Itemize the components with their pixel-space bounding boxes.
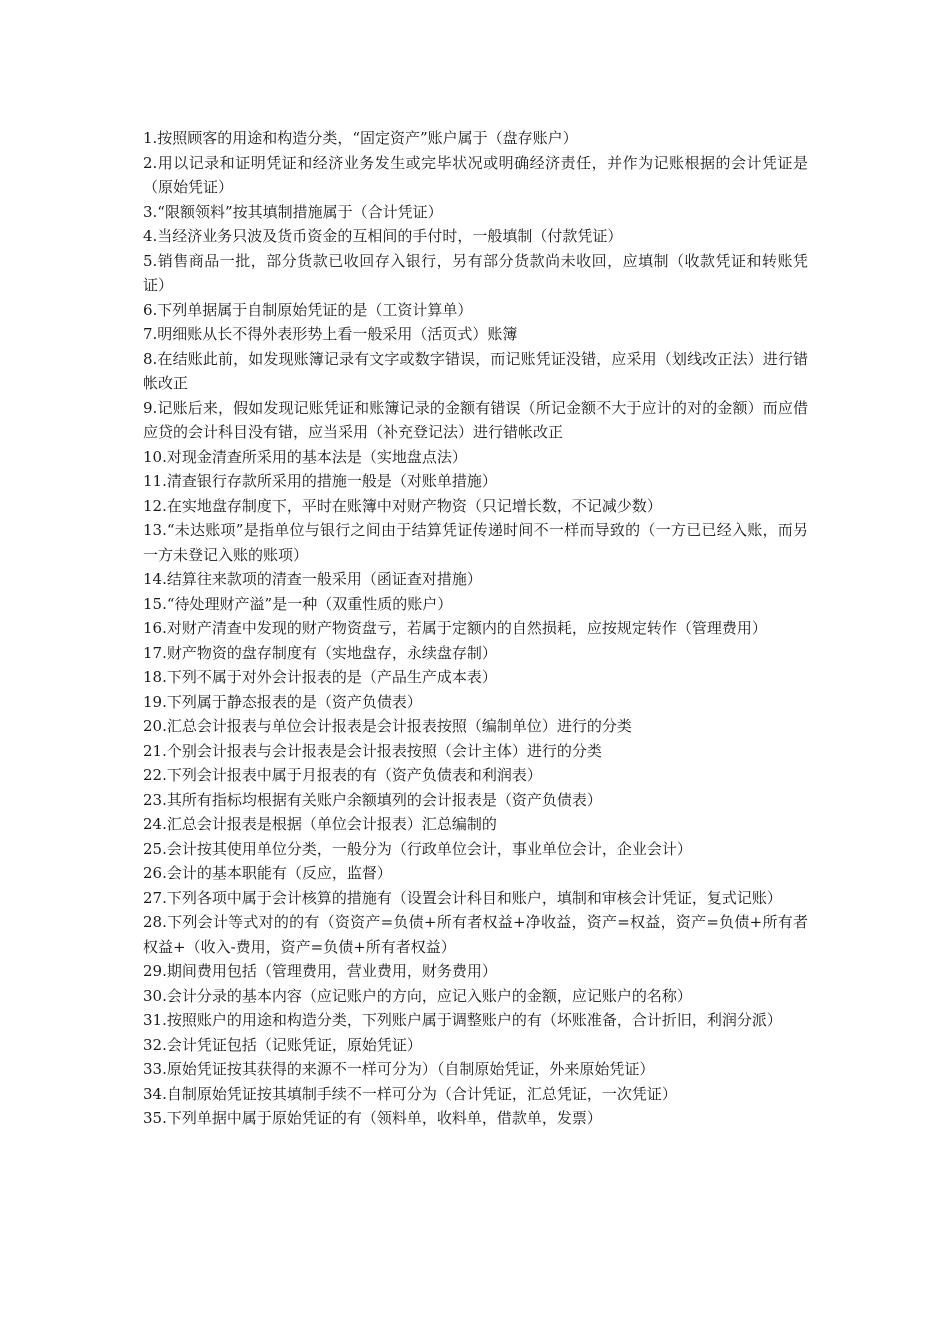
question-item: 9.记账后来，假如发现记账凭证和账簿记录的金额有错误（所记金额不大于应计的对的金额）而应借应贷的会计科目没有错，应当采用（补充登记法）进行错帐改正 (143, 398, 808, 441)
question-item: 23.其所有指标均根据有关账户余额填列的会计报表是（资产负债表） (143, 790, 602, 809)
question-item: 2.用以记录和证明凭证和经济业务发生或完毕状况或明确经济责任，并作为记账根据的会计凭证是（原始凭证） (143, 153, 808, 196)
question-item: 3.“限额领料”按其填制措施属于（合计凭证） (143, 202, 443, 221)
question-item: 11.清查银行存款所采用的措施一般是（对账单措施） (143, 472, 497, 490)
question-item: 20.汇总会计报表与单位会计报表是会计报表按照（编制单位）进行的分类 (143, 717, 632, 735)
question-item: 16.对财产清查中发现的财产物资盘亏，若属于定额内的自然损耗，应按规定转作（管理费用） (143, 619, 767, 637)
question-item: 33.原始凭证按其获得的来源不一样可分为）（自制原始凭证，外来原始凭证） (143, 1060, 655, 1078)
question-item: 6.下列单据属于自制原始凭证的是（工资计算单） (143, 300, 473, 319)
question-item: 24.汇总会计报表是根据（单位会计报表）汇总编制的 (143, 815, 497, 833)
question-item: 19.下列属于静态报表的是（资产负债表） (143, 692, 422, 711)
question-item: 7.明细账从长不得外表形势上看一般采用（活页式）账簿 (143, 325, 518, 343)
question-item: 27.下列各项中属于会计核算的措施有（设置会计科目和账户，填制和审核会计凭证，复式记账） (143, 888, 782, 907)
question-item: 34.自制原始凭证按其填制手续不一样可分为（合计凭证，汇总凭证，一次凭证） (143, 1084, 677, 1103)
document-body (143, 126, 808, 1131)
question-item: 35.下列单据中属于原始凭证的有（领料单，收料单，借款单，发票） (143, 1109, 602, 1127)
question-item: 14.结算往来款项的清查一般采用（函证查对措施） (143, 570, 482, 588)
question-item: 8.在结账此前，如发现账簿记录有文字或数字错误，而记账凭证没错，应采用（划线改正法）进行错帐改正 (143, 349, 808, 392)
question-item: 1.按照顾客的用途和构造分类，“固定资产”账户属于（盘存账户） (143, 129, 578, 147)
question-item: 21.个别会计报表与会计报表是会计报表按照（会计主体）进行的分类 (143, 741, 602, 760)
question-item: 13.“未达账项”是指单位与银行之间由于结算凭证传递时间不一样而导致的（一方已已经入账，而另一方未登记入账的账项） (143, 521, 808, 564)
question-item: 31.按照账户的用途和构造分类，下列账户属于调整账户的有（坏账准备，合计折旧，利润分派） (143, 1011, 782, 1029)
question-item: 10.对现金清查所采用的基本法是（实地盘点法） (143, 447, 467, 466)
question-item: 18.下列不属于对外会计报表的是（产品生产成本表） (143, 668, 497, 686)
question-item: 30.会计分录的基本内容（应记账户的方向，应记入账户的金额，应记账户的名称） (143, 986, 692, 1005)
question-item: 29.期间费用包括（管理费用，营业费用，财务费用） (143, 962, 497, 980)
question-item: 15.“待处理财产溢”是一种（双重性质的账户） (143, 594, 453, 613)
question-item: 17.财产物资的盘存制度有（实地盘存，永续盘存制） (143, 643, 497, 662)
question-item: 28.下列会计等式对的的有（资资产=负债+所有者权益+净收益，资产=权益，资产=负债+所有者权益+（收入-费用，资产=负债+所有者权益） (143, 913, 808, 956)
question-item: 5.销售商品一批，部分货款已收回存入银行，另有部分货款尚未收回，应填制（收款凭证和转账凭证） (143, 251, 808, 294)
question-item: 22.下列会计报表中属于月报表的有（资产负债表和利润表） (143, 766, 542, 784)
question-item: 4.当经济业务只波及货币资金的互相间的手付时，一般填制（付款凭证） (143, 227, 623, 245)
question-item: 25.会计按其使用单位分类，一般分为（行政单位会计，事业单位会计，企业会计） (143, 839, 692, 858)
question-item: 26.会计的基本职能有（反应，监督） (143, 864, 392, 882)
question-item: 12.在实地盘存制度下，平时在账簿中对财产物资（只记增长数，不记减少数） (143, 496, 662, 515)
question-item: 32.会计凭证包括（记账凭证，原始凭证） (143, 1035, 422, 1054)
